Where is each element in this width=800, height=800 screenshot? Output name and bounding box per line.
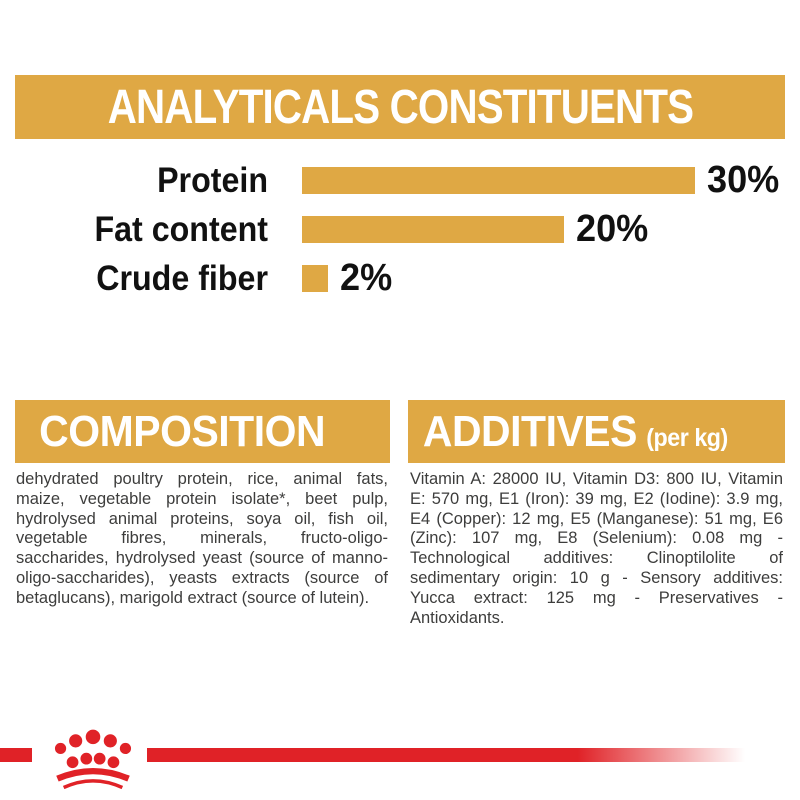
chart-value: 30% — [707, 159, 780, 201]
footer-red-bar-right — [147, 748, 745, 762]
royal-canin-crown-icon — [48, 728, 138, 792]
chart-label: Fat content — [94, 210, 268, 249]
chart-label: Crude fiber — [96, 259, 268, 298]
chart-value: 20% — [576, 208, 649, 250]
analyticals-title: ANALYTICALS CONSTITUENTS — [107, 80, 693, 134]
additives-title — [408, 407, 728, 457]
chart-row-fat-content — [15, 208, 785, 250]
footer-red-bar-left — [0, 748, 32, 762]
chart-value: 2% — [340, 257, 393, 299]
additives-title-text: ADDITIVES — [422, 406, 637, 456]
chart-bar — [302, 216, 564, 243]
chart-row-crude-fiber — [15, 257, 785, 299]
chart-label: Protein — [157, 161, 268, 200]
additives-title-suffix: (per kg) — [646, 423, 728, 452]
chart-bar — [302, 265, 328, 292]
composition-body: dehydrated poultry protein, rice, animal fats, maize, vegetable protein isolate*, beet pulp, hydrolysed animal proteins, soya oil, fish oil, vegetable fibres, minerals, fructo-oligo-saccharides, hydrolysed yeast (source of manno-oligo-saccharides), yeasts extracts (source of betaglucans), marigold extract (source of lutein). — [16, 470, 388, 607]
additives-header-bar — [408, 400, 785, 463]
composition-header-bar — [15, 400, 390, 463]
chart-bar — [302, 167, 695, 194]
chart-row-protein — [15, 159, 785, 201]
analyticals-header-bar — [15, 75, 785, 139]
analytical-constituents-chart — [15, 159, 785, 314]
additives-body: Vitamin A: 28000 IU, Vitamin D3: 800 IU, Vitamin E: 570 mg, E1 (Iron): 39 mg, E2 (Iodine): 3.9 mg, E4 (Copper): 12 mg, E5 (Manganese): 51 mg, E6 (Zinc): 107 mg, E8 (Selenium): 0.08 mg - Technological additives: Clinoptilolite of sedimentary origin: 10 g - Sensory additives: Yucca extract: 125 mg - Preservatives - Antioxidants. — [410, 470, 783, 627]
composition-title: COMPOSITION — [39, 406, 326, 456]
